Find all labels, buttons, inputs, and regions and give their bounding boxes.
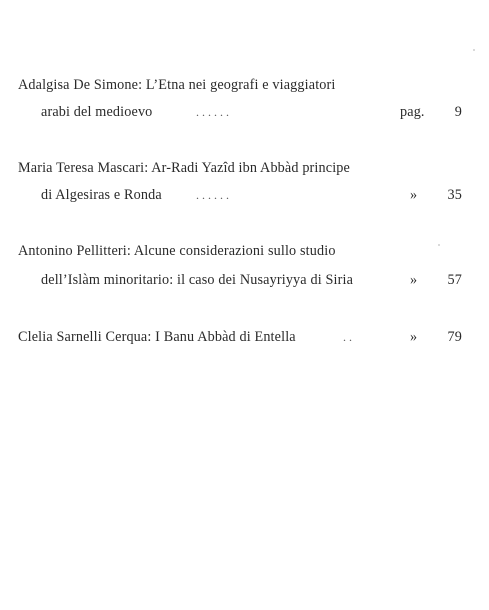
- toc-entry-1-title-line-2: arabi del medioevo: [41, 104, 153, 120]
- toc-entry-2-page-number: 35: [447, 187, 462, 203]
- toc-entry-3-page-number: 57: [447, 272, 462, 288]
- toc-entry-4-leader: . .: [343, 330, 352, 344]
- toc-entry-2-leader: . . . . . .: [196, 188, 229, 202]
- toc-entry-3-title-line-2: dell’Islàm minoritario: il caso dei Nusayriyya di Siria: [41, 272, 354, 288]
- toc-entry-1-page-number: 9: [454, 104, 462, 120]
- scan-speck: [438, 244, 440, 246]
- toc-entry-3-title-line-1: Antonino Pellitteri: Alcune considerazioni sullo studio: [18, 243, 336, 259]
- toc-entry-4-page-number: 79: [447, 329, 462, 345]
- toc-entry-2-title-line-1: Maria Teresa Mascari: Ar-Radi Yazîd ibn Abbàd principe: [18, 160, 350, 176]
- toc-entry-1-page-marker: pag.: [400, 104, 425, 120]
- toc-entry-2-page-marker: »: [410, 187, 418, 203]
- toc-entry-1-title-line-1: Adalgisa De Simone: L’Etna nei geografi e viaggiatori: [18, 77, 336, 93]
- toc-entry-4-page-marker: »: [410, 329, 418, 345]
- toc-entry-3-page-marker: »: [410, 272, 418, 288]
- toc-entry-2-title-line-2: di Algesiras e Ronda: [41, 187, 162, 203]
- toc-entry-4-title-line-1: Clelia Sarnelli Cerqua: I Banu Abbàd di Entella: [18, 329, 296, 345]
- toc-entry-1-leader: . . . . . .: [196, 105, 229, 119]
- scan-speck: [473, 49, 475, 51]
